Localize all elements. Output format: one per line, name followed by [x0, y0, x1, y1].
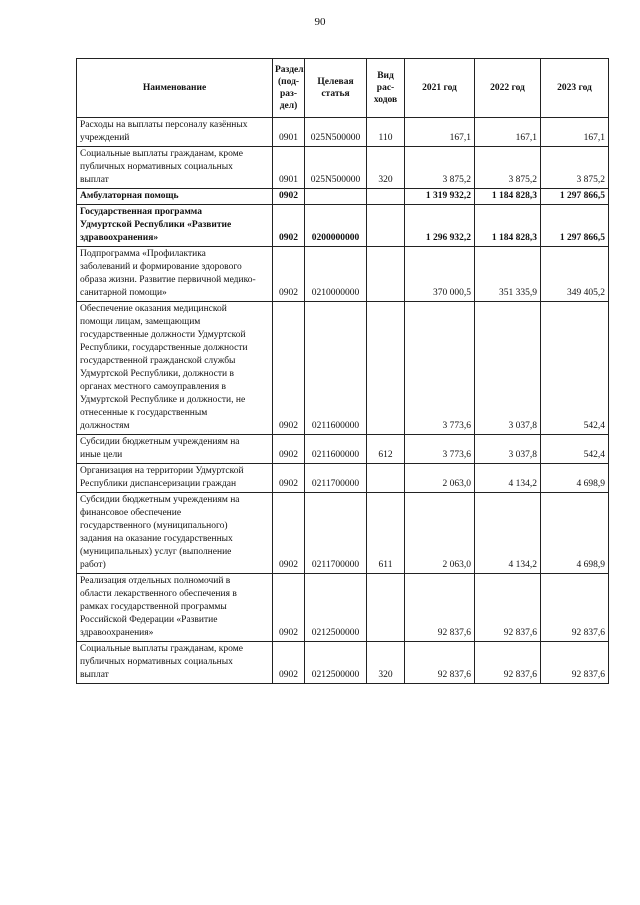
table-row: [77, 189, 609, 205]
cell-2023: 92 837,6: [541, 574, 609, 642]
cell-kind: [367, 189, 405, 205]
cell-2023: 4 698,9: [541, 493, 609, 574]
cell-2021: 2 063,0: [405, 464, 475, 493]
cell-target: 0211600000: [305, 302, 367, 435]
cell-2023: 1 297 866,5: [541, 189, 609, 205]
cell-section: 0902: [273, 435, 305, 464]
cell-kind: 612: [367, 435, 405, 464]
table-body: [77, 118, 609, 684]
cell-section: 0902: [273, 464, 305, 493]
cell-2023: 167,1: [541, 118, 609, 147]
table-row: [77, 205, 609, 247]
table-row: [77, 118, 609, 147]
header-2022: 2022 год: [475, 59, 541, 118]
cell-2023: 349 405,2: [541, 247, 609, 302]
cell-2021: 2 063,0: [405, 493, 475, 574]
table-row: [77, 435, 609, 464]
cell-name: Амбулаторная помощь: [77, 189, 273, 205]
cell-target: 025N500000: [305, 147, 367, 189]
cell-2022: 3 875,2: [475, 147, 541, 189]
cell-section: 0901: [273, 118, 305, 147]
cell-section: 0902: [273, 302, 305, 435]
cell-2022: 4 134,2: [475, 493, 541, 574]
cell-kind: [367, 302, 405, 435]
table-row: [77, 302, 609, 435]
table-header-row: [77, 59, 609, 118]
cell-kind: [367, 574, 405, 642]
cell-target: 025N500000: [305, 118, 367, 147]
cell-section: 0902: [273, 642, 305, 684]
table-row: [77, 464, 609, 493]
page-number: 90: [314, 16, 326, 28]
table-row: [77, 574, 609, 642]
cell-target: 0200000000: [305, 205, 367, 247]
cell-2021: 370 000,5: [405, 247, 475, 302]
cell-2021: 3 875,2: [405, 147, 475, 189]
cell-2022: 1 184 828,3: [475, 205, 541, 247]
cell-name: Социальные выплаты гражданам, кроме публичных нормативных социальных выплат: [77, 147, 273, 189]
cell-2022: 4 134,2: [475, 464, 541, 493]
cell-2021: 1 296 932,2: [405, 205, 475, 247]
cell-2022: 1 184 828,3: [475, 189, 541, 205]
cell-kind: [367, 247, 405, 302]
cell-section: 0901: [273, 147, 305, 189]
cell-2023: 4 698,9: [541, 464, 609, 493]
cell-2021: 92 837,6: [405, 574, 475, 642]
cell-name: Субсидии бюджетным учреждениям на финансовое обеспечение государственного (муниципального) задания на оказание государственных (муниципальных) услуг (выполнение работ): [77, 493, 273, 574]
cell-section: 0902: [273, 205, 305, 247]
cell-2023: 1 297 866,5: [541, 205, 609, 247]
header-2023: 2023 год: [541, 59, 609, 118]
cell-target: 0212500000: [305, 642, 367, 684]
cell-kind: [367, 464, 405, 493]
cell-name: Субсидии бюджетным учреждениям на иные цели: [77, 435, 273, 464]
cell-2021: 92 837,6: [405, 642, 475, 684]
cell-section: 0902: [273, 247, 305, 302]
cell-name: Социальные выплаты гражданам, кроме публичных нормативных социальных выплат: [77, 642, 273, 684]
cell-2022: 3 037,8: [475, 302, 541, 435]
cell-2023: 92 837,6: [541, 642, 609, 684]
cell-name: Организация на территории Удмуртской Республики диспансеризации граждан: [77, 464, 273, 493]
cell-2021: 3 773,6: [405, 302, 475, 435]
cell-target: 0212500000: [305, 574, 367, 642]
header-section: Раздел (под- раз- дел): [273, 59, 305, 118]
cell-target: 0211700000: [305, 464, 367, 493]
cell-2021: 3 773,6: [405, 435, 475, 464]
cell-2022: 3 037,8: [475, 435, 541, 464]
cell-name: Расходы на выплаты персоналу казённых учреждений: [77, 118, 273, 147]
cell-section: 0902: [273, 189, 305, 205]
cell-name: Обеспечение оказания медицинской помощи лицам, замещающим государственные должности Удмуртской Республики, государственные должности государственной гражданской службы Удмуртской Республики, должности в органах местного самоуправления в Удмуртской Республике и должности, не отнесенные к государственным должностям: [77, 302, 273, 435]
cell-name: Государственная программа Удмуртской Республики «Развитие здравоохранения»: [77, 205, 273, 247]
cell-2021: 167,1: [405, 118, 475, 147]
cell-section: 0902: [273, 574, 305, 642]
cell-target: 0210000000: [305, 247, 367, 302]
header-target: Целевая статья: [305, 59, 367, 118]
table-row: [77, 642, 609, 684]
cell-name: Реализация отдельных полномочий в области лекарственного обеспечения в рамках государственной программы Российской Федерации «Развитие здравоохранения»: [77, 574, 273, 642]
cell-name: Подпрограмма «Профилактика заболеваний и формирование здорового образа жизни. Развитие первичной медико- санитарной помощи»: [77, 247, 273, 302]
cell-2023: 3 875,2: [541, 147, 609, 189]
cell-2022: 351 335,9: [475, 247, 541, 302]
cell-kind: [367, 205, 405, 247]
table-row: [77, 147, 609, 189]
cell-2023: 542,4: [541, 435, 609, 464]
budget-table: [76, 58, 609, 684]
cell-2021: 1 319 932,2: [405, 189, 475, 205]
cell-section: 0902: [273, 493, 305, 574]
cell-target: 0211600000: [305, 435, 367, 464]
cell-target: 0211700000: [305, 493, 367, 574]
cell-2022: 167,1: [475, 118, 541, 147]
header-name: Наименование: [77, 59, 273, 118]
cell-kind: 611: [367, 493, 405, 574]
table-row: [77, 247, 609, 302]
cell-kind: 320: [367, 642, 405, 684]
cell-2023: 542,4: [541, 302, 609, 435]
table-row: [77, 493, 609, 574]
header-kind: Вид рас- ходов: [367, 59, 405, 118]
cell-kind: 110: [367, 118, 405, 147]
header-2021: 2021 год: [405, 59, 475, 118]
cell-kind: 320: [367, 147, 405, 189]
cell-2022: 92 837,6: [475, 642, 541, 684]
cell-2022: 92 837,6: [475, 574, 541, 642]
cell-target: [305, 189, 367, 205]
